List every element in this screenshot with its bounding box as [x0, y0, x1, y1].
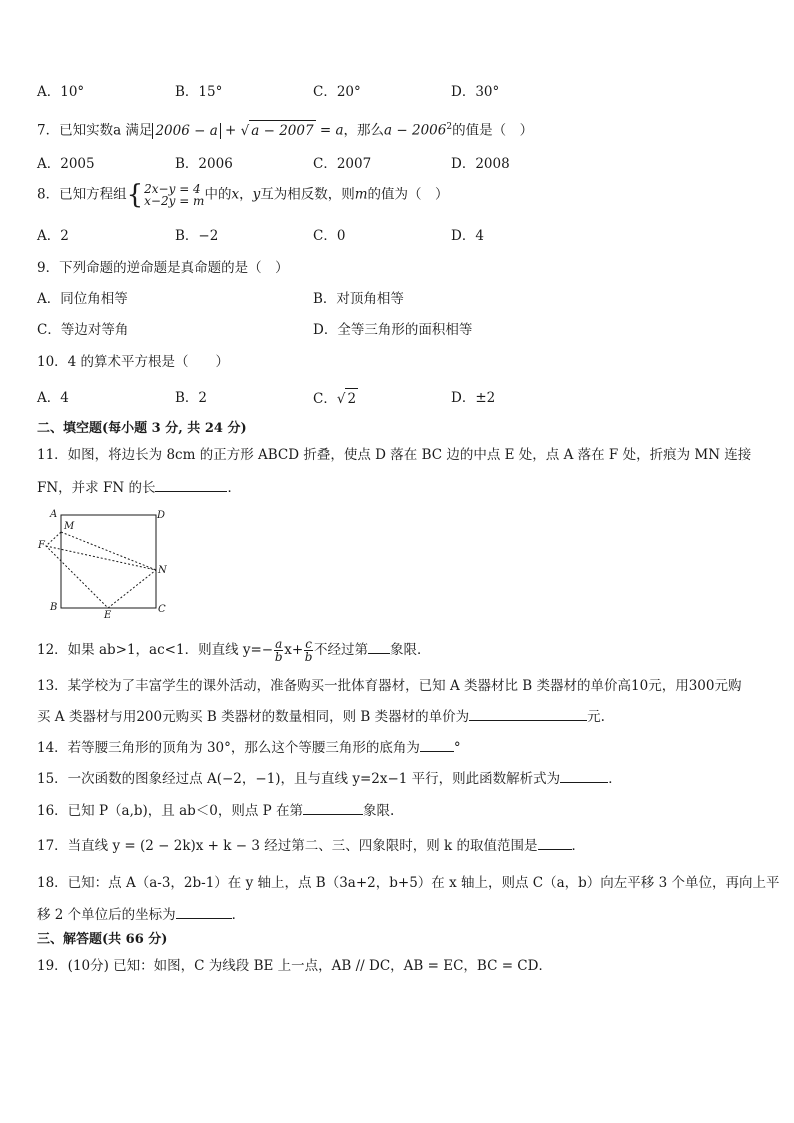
label-a: A: [50, 509, 58, 520]
q10-option-d: D．±2: [451, 390, 496, 406]
fold-figure: [36, 503, 176, 618]
label-c: C: [158, 604, 166, 615]
label-d: D: [157, 510, 166, 521]
question-19: 19．(10分) 已知：如图，C 为线段 BE 上一点，AB // DC，AB = EC，BC = CD．: [37, 958, 552, 974]
q10-option-c: C．√ 2: [313, 388, 358, 409]
q9-option-b: B．对顶角相等: [313, 291, 404, 307]
answer-blank: [303, 800, 363, 815]
q7-option-b: B．2006: [175, 156, 233, 172]
q6-option-a: A．10°: [37, 84, 85, 100]
fold-edge-fe: [46, 532, 108, 608]
section-2-title: 二、填空题(每小题 3 分, 共 24 分): [37, 421, 247, 436]
label-m: M: [64, 521, 75, 532]
question-9: 9．下列命题的逆命题是真命题的是（ ）: [37, 260, 289, 276]
section-3-title: 三、解答题(共 66 分): [37, 932, 168, 947]
answer-blank: [538, 835, 572, 850]
question-8: 8．已知方程组 { 2x−y = 4 x−2y = m 中的x，y互为相反数，则m的值为（ ）: [37, 180, 449, 210]
q9-option-a: A．同位角相等: [37, 291, 128, 307]
label-f: F: [38, 540, 45, 551]
q8-option-b: B．−2: [175, 228, 219, 244]
q7-option-c: C．2007: [313, 156, 372, 172]
q6-option-b: B．15°: [175, 84, 223, 100]
answer-blank: [176, 904, 232, 919]
question-13-line2: 买 A 类器材与用200元购买 B 类器材的数量相同，则 B 类器材的单价为 元.: [37, 706, 605, 727]
q10-option-a: A．4: [37, 390, 69, 406]
answer-blank: [155, 477, 227, 492]
question-11-line2: FN，并求 FN 的长 ．: [37, 477, 241, 498]
q8-option-a: A．2: [37, 228, 69, 244]
question-17: 17．当直线 y = (2 − 2k)x + k − 3 经过第二、三、四象限时，则 k 的取值范围是 ．: [37, 835, 585, 856]
answer-blank: [420, 737, 454, 752]
answer-blank: [560, 768, 608, 783]
question-10: 10．4 的算术平方根是（ ）: [37, 354, 230, 370]
segment-fn: [46, 546, 156, 570]
question-11-line1: 11．如图，将边长为 8cm 的正方形 ABCD 折叠，使点 D 落在 BC 边的中点 E 处，点 A 落在 F 处，折痕为 MN 连接: [37, 447, 752, 463]
question-15: 15．一次函数的图象经过点 A(−2，−1)，且与直线 y=2x−1 平行，则此函数解析式为 ．: [37, 768, 622, 789]
label-n: N: [158, 565, 167, 576]
question-7: 7．已知实数a 满足 2006 − a + √ a − 2007 = a，那么$a - 2006^2$的值是（ ）: [37, 117, 533, 141]
question-14: 14．若等腰三角形的顶角为 30°，那么这个等腰三角形的底角为 °: [37, 737, 461, 758]
q6-option-d: D．30°: [451, 84, 500, 100]
question-12: 12．如果 ab>1，ac<1．则直线 y=− $\frac{a}{b}$ x+ $\frac{c}{b}$ 不经过第 象限．: [37, 637, 431, 664]
q7-option-d: D．2008: [451, 156, 510, 172]
segment-en: [108, 570, 156, 608]
equation-system: { 2x−y = 4 x−2y = m: [126, 180, 205, 210]
abs-expression: 2006 − a: [152, 123, 220, 139]
crease-mn: [61, 532, 156, 570]
q10-option-b: B．2: [175, 390, 208, 406]
q8-option-d: D．4: [451, 228, 484, 244]
fraction-a-over-b: $\frac{a}{b}$: [274, 637, 283, 664]
question-18-line2: 移 2 个单位后的坐标为 ．: [37, 904, 245, 925]
q6-option-c: C．20°: [313, 84, 361, 100]
q9-option-d: D．全等三角形的面积相等: [313, 322, 473, 338]
label-e: E: [104, 610, 112, 618]
answer-blank: [368, 639, 390, 654]
fraction-c-over-b: $\frac{c}{b}$: [304, 637, 313, 664]
question-18-line1: 18．已知：点 A（a-3，2b-1）在 y 轴上，点 B（3a+2，b+5）在 x 轴上，则点 C（a，b）向左平移 3 个单位，再向上平: [37, 875, 780, 891]
q7-option-a: A．2005: [37, 156, 95, 172]
question-16: 16．已知 P（a,b)，且 ab＜0，则点 P 在第 象限.: [37, 800, 394, 821]
question-13-line1: 13．某学校为了丰富学生的课外活动，准备购买一批体育器材，已知 A 类器材比 B 类器材的单价高10元，用300元购: [37, 678, 742, 694]
label-b: B: [50, 602, 58, 613]
answer-blank: [469, 706, 587, 721]
sqrt-expression: √ a − 2007: [241, 120, 316, 141]
sqrt-two: √ 2: [337, 388, 358, 409]
square-abcd: [61, 515, 156, 608]
q8-option-c: C．0: [313, 228, 346, 244]
q9-option-c: C．等边对等角: [37, 322, 129, 338]
